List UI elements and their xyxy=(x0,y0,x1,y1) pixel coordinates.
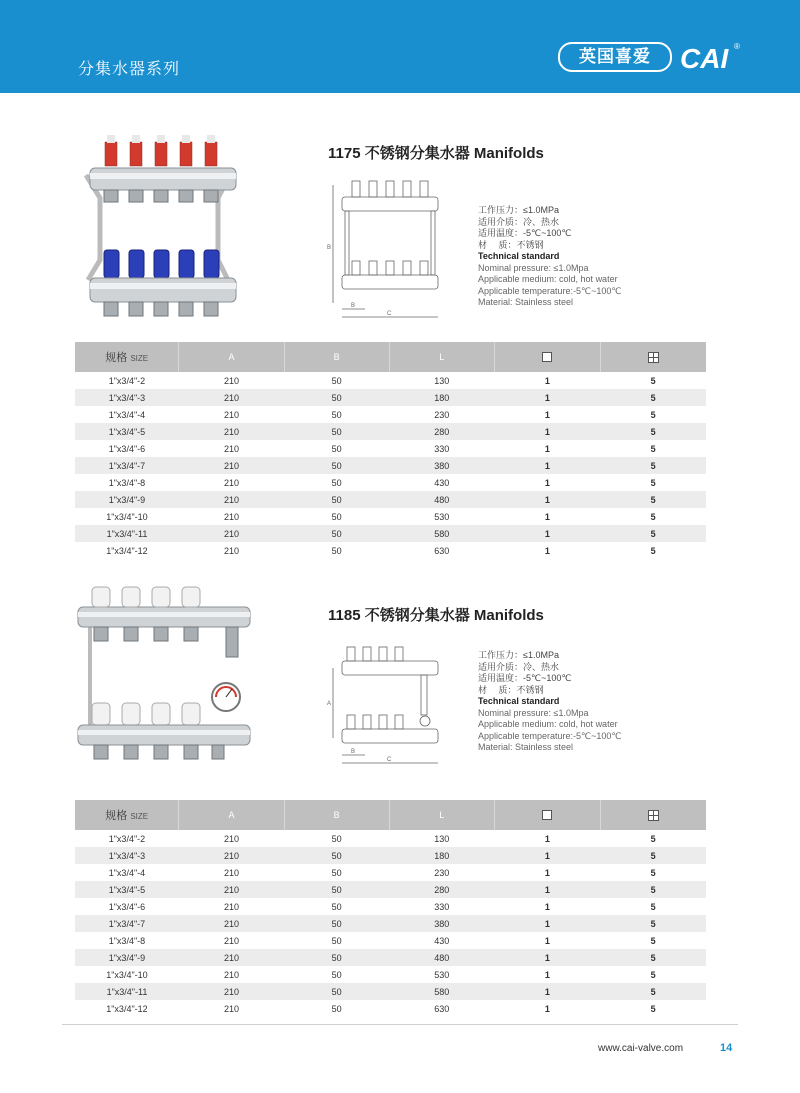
cell-size: 1"x3/4"-10 xyxy=(106,511,148,522)
cell-a: 210 xyxy=(223,409,239,420)
cell-b: 50 xyxy=(284,949,389,966)
product-1175-title: 1175 不锈钢分集水器 Manifolds xyxy=(328,145,544,162)
spec-pressure-cn: 工作压力：≤1.0MPa xyxy=(478,205,559,215)
table-row xyxy=(75,491,706,508)
box-icon xyxy=(542,352,552,362)
carton-grid-icon xyxy=(648,352,659,363)
cell-carton: 5 xyxy=(600,847,706,864)
cell-carton: 5 xyxy=(650,511,656,522)
cell-box: 1 xyxy=(544,375,550,386)
cell-box: 1 xyxy=(494,983,600,1000)
cell-a: 210 xyxy=(179,389,284,406)
table-header-row xyxy=(75,800,706,830)
cell-l: 530 xyxy=(434,969,450,980)
spec-temp-en: Applicable temperature:-5℃~100℃ xyxy=(478,285,622,296)
table-row xyxy=(75,949,706,966)
cell-box: 1 xyxy=(494,915,600,932)
box-icon xyxy=(542,810,552,820)
page-header xyxy=(0,0,800,93)
cell-carton: 5 xyxy=(600,389,706,406)
cell-carton: 5 xyxy=(650,969,656,980)
cell-carton: 5 xyxy=(650,375,656,386)
cell-b: 50 xyxy=(331,935,342,946)
cell-a: 210 xyxy=(223,867,239,878)
manifold-1185-diagram xyxy=(325,643,450,771)
cell-b: 50 xyxy=(331,901,342,912)
cell-carton: 5 xyxy=(600,491,706,508)
cell-b: 50 xyxy=(331,409,342,420)
cell-a: 210 xyxy=(223,375,239,386)
table-row xyxy=(75,440,706,457)
cell-l: 130 xyxy=(434,833,450,844)
cell-l: 430 xyxy=(434,935,450,946)
cell-box: 1 xyxy=(494,949,600,966)
cell-size: 1"x3/4"-10 xyxy=(106,969,148,980)
cell-l: 180 xyxy=(389,847,494,864)
diagram-label-c: C xyxy=(387,311,392,317)
cell-l: 380 xyxy=(389,457,494,474)
cell-carton: 5 xyxy=(650,477,656,488)
cell-a: 210 xyxy=(179,915,284,932)
cell-b: 50 xyxy=(284,389,389,406)
cell-carton: 5 xyxy=(600,881,706,898)
cell-l: 130 xyxy=(434,375,450,386)
cell-b: 50 xyxy=(331,511,342,522)
table-row xyxy=(75,864,706,881)
cell-carton: 5 xyxy=(600,915,706,932)
col-l-header: L xyxy=(389,800,494,830)
cell-l: 630 xyxy=(434,1003,450,1014)
cai-logo-icon xyxy=(678,40,742,74)
registered-mark: ® xyxy=(734,42,740,51)
cell-carton: 5 xyxy=(600,949,706,966)
cell-box: 1 xyxy=(544,443,550,454)
table-row xyxy=(75,915,706,932)
cell-size: 1"x3/4"-6 xyxy=(108,443,146,454)
diagram2-label-a: A xyxy=(327,701,332,707)
cell-size: 1"x3/4"-8 xyxy=(108,935,146,946)
cell-size: 1"x3/4"-3 xyxy=(75,847,179,864)
cell-b: 50 xyxy=(284,983,389,1000)
carton-grid-icon xyxy=(648,810,659,821)
cell-b: 50 xyxy=(331,1003,342,1014)
cell-a: 210 xyxy=(179,423,284,440)
cell-box: 1 xyxy=(544,511,550,522)
col-b-header: B xyxy=(284,342,389,372)
spec-material-en: Material: Stainless steel xyxy=(478,297,574,307)
cell-box: 1 xyxy=(544,1003,550,1014)
cell-b: 50 xyxy=(331,443,342,454)
col-carton-header xyxy=(600,342,706,372)
brand-badge: 英国喜爱 xyxy=(558,42,672,72)
cell-l: 330 xyxy=(434,901,450,912)
cell-box: 1 xyxy=(544,477,550,488)
spec-temp-cn: 适用温度：-5℃~100℃ xyxy=(478,673,572,683)
size-header-en: SIZE xyxy=(130,812,149,821)
col-carton-header xyxy=(600,800,706,830)
diagram2-label-c: C xyxy=(387,757,392,763)
spec-temp-en: Applicable temperature:-5℃~100℃ xyxy=(478,730,622,741)
cell-l: 480 xyxy=(389,949,494,966)
table-row xyxy=(75,406,706,423)
cell-carton: 5 xyxy=(650,901,656,912)
cell-l: 230 xyxy=(434,409,450,420)
table-row xyxy=(75,847,706,864)
cell-box: 1 xyxy=(544,409,550,420)
size-header-cn: 规格 xyxy=(105,810,128,822)
col-size-header xyxy=(75,342,179,372)
cell-size: 1"x3/4"-5 xyxy=(75,423,179,440)
table-row xyxy=(75,983,706,1000)
cell-b: 50 xyxy=(331,969,342,980)
product-1175-table xyxy=(75,342,706,559)
cell-box: 1 xyxy=(544,901,550,912)
cell-size: 1"x3/4"-4 xyxy=(108,867,146,878)
cell-box: 1 xyxy=(544,545,550,556)
cell-carton: 5 xyxy=(650,833,656,844)
section-title: 分集水器系列 xyxy=(78,61,181,78)
footer-url[interactable]: www.cai-valve.com xyxy=(598,1043,684,1054)
table-row xyxy=(75,966,706,983)
cell-size: 1"x3/4"-9 xyxy=(75,491,179,508)
cell-carton: 5 xyxy=(650,545,656,556)
cell-b: 50 xyxy=(331,833,342,844)
diagram-label-b2: B xyxy=(351,303,356,309)
cell-l: 380 xyxy=(389,915,494,932)
product-1175-specs xyxy=(478,205,622,309)
spec-pressure-en: Nominal pressure: ≤1.0Mpa xyxy=(478,262,589,273)
cell-box: 1 xyxy=(544,867,550,878)
manifold-1175-diagram xyxy=(325,175,450,323)
cell-box: 1 xyxy=(544,969,550,980)
cell-carton: 5 xyxy=(600,457,706,474)
cell-box: 1 xyxy=(494,389,600,406)
cell-size: 1"x3/4"-2 xyxy=(108,375,146,386)
col-a-header: A xyxy=(179,800,284,830)
cell-a: 210 xyxy=(223,511,239,522)
spec-material-en: Material: Stainless steel xyxy=(478,742,574,752)
cell-a: 210 xyxy=(179,525,284,542)
cell-size: 1"x3/4"-5 xyxy=(75,881,179,898)
cell-l: 280 xyxy=(389,881,494,898)
cell-b: 50 xyxy=(331,477,342,488)
table-row xyxy=(75,881,706,898)
cell-b: 50 xyxy=(284,525,389,542)
cell-box: 1 xyxy=(494,423,600,440)
cell-a: 210 xyxy=(179,457,284,474)
manifold-1185-image xyxy=(76,585,256,765)
cell-size: 1"x3/4"-12 xyxy=(106,1003,148,1014)
cell-b: 50 xyxy=(284,457,389,474)
cell-l: 580 xyxy=(389,525,494,542)
spec-medium-cn: 适用介质：冷、热水 xyxy=(478,216,560,227)
spec-material-cn: 材 质：不锈钢 xyxy=(478,684,544,695)
diagram-label-b: B xyxy=(327,245,332,251)
cell-carton: 5 xyxy=(650,409,656,420)
cell-l: 630 xyxy=(434,545,450,556)
cell-carton: 5 xyxy=(650,443,656,454)
cell-a: 210 xyxy=(179,983,284,1000)
cell-a: 210 xyxy=(179,491,284,508)
cell-a: 210 xyxy=(223,935,239,946)
cell-l: 180 xyxy=(389,389,494,406)
cell-box: 1 xyxy=(494,525,600,542)
cell-a: 210 xyxy=(223,477,239,488)
cell-size: 1"x3/4"-7 xyxy=(75,915,179,932)
cell-a: 210 xyxy=(223,901,239,912)
col-l-header: L xyxy=(389,342,494,372)
cell-b: 50 xyxy=(284,491,389,508)
diagram2-label-b: B xyxy=(351,749,356,755)
cell-size: 1"x3/4"-12 xyxy=(106,545,148,556)
cell-size: 1"x3/4"-2 xyxy=(108,833,146,844)
cell-a: 210 xyxy=(179,949,284,966)
cell-b: 50 xyxy=(331,375,342,386)
cell-l: 580 xyxy=(389,983,494,1000)
spec-medium-en: Applicable medium: cold, hot water xyxy=(478,274,618,284)
spec-pressure-cn: 工作压力：≤1.0MPa xyxy=(478,650,559,660)
cell-b: 50 xyxy=(284,915,389,932)
size-header-en: SIZE xyxy=(130,354,149,363)
cell-a: 210 xyxy=(179,847,284,864)
cell-carton: 5 xyxy=(600,525,706,542)
table-header-row xyxy=(75,342,706,372)
cell-carton: 5 xyxy=(600,983,706,1000)
table-row xyxy=(75,898,706,915)
table-row xyxy=(75,389,706,406)
table-row xyxy=(75,525,706,542)
manifold-1175-image xyxy=(78,130,248,330)
cell-a: 210 xyxy=(223,969,239,980)
spec-material-cn: 材 质：不锈钢 xyxy=(478,239,544,250)
table-row xyxy=(75,508,706,525)
cell-size: 1"x3/4"-3 xyxy=(75,389,179,406)
brand-logo-text: CAI xyxy=(680,43,729,74)
cell-box: 1 xyxy=(494,881,600,898)
cell-a: 210 xyxy=(223,443,239,454)
table-row xyxy=(75,457,706,474)
table-row xyxy=(75,1000,706,1017)
cell-size: 1"x3/4"-11 xyxy=(75,983,179,1000)
cell-box: 1 xyxy=(494,491,600,508)
size-header-cn: 规格 xyxy=(105,352,128,364)
cell-box: 1 xyxy=(494,457,600,474)
col-b-header: B xyxy=(284,800,389,830)
spec-standard-heading: Technical standard xyxy=(478,696,560,706)
table-row xyxy=(75,542,706,559)
product-1185-specs xyxy=(478,650,622,754)
table-row xyxy=(75,474,706,491)
cell-l: 480 xyxy=(389,491,494,508)
cell-box: 1 xyxy=(544,833,550,844)
cell-b: 50 xyxy=(284,423,389,440)
cell-b: 50 xyxy=(284,881,389,898)
cell-a: 210 xyxy=(223,1003,239,1014)
product-1185-title: 1185 不锈钢分集水器 Manifolds xyxy=(328,607,544,624)
col-size-header xyxy=(75,800,179,830)
spec-pressure-en: Nominal pressure: ≤1.0Mpa xyxy=(478,707,589,718)
cell-size: 1"x3/4"-11 xyxy=(75,525,179,542)
cell-box: 1 xyxy=(494,847,600,864)
cell-a: 210 xyxy=(179,881,284,898)
cell-carton: 5 xyxy=(650,935,656,946)
cell-a: 210 xyxy=(223,833,239,844)
spec-medium-cn: 适用介质：冷、热水 xyxy=(478,661,560,672)
cell-size: 1"x3/4"-8 xyxy=(108,477,146,488)
cell-carton: 5 xyxy=(650,867,656,878)
cell-carton: 5 xyxy=(650,1003,656,1014)
table-row xyxy=(75,830,706,847)
spec-medium-en: Applicable medium: cold, hot water xyxy=(478,719,618,729)
cell-carton: 5 xyxy=(600,423,706,440)
cell-b: 50 xyxy=(284,847,389,864)
cell-l: 230 xyxy=(434,867,450,878)
cell-b: 50 xyxy=(331,545,342,556)
table-row xyxy=(75,932,706,949)
spec-standard-heading: Technical standard xyxy=(478,251,560,261)
cell-size: 1"x3/4"-4 xyxy=(108,409,146,420)
cell-b: 50 xyxy=(331,867,342,878)
cell-size: 1"x3/4"-7 xyxy=(75,457,179,474)
spec-temp-cn: 适用温度：-5℃~100℃ xyxy=(478,228,572,238)
col-box-header xyxy=(494,800,600,830)
col-box-header xyxy=(494,342,600,372)
cell-size: 1"x3/4"-9 xyxy=(75,949,179,966)
footer-divider xyxy=(62,1024,738,1025)
cell-a: 210 xyxy=(223,545,239,556)
page-number: 14 xyxy=(720,1042,733,1054)
cell-l: 430 xyxy=(434,477,450,488)
table-row xyxy=(75,423,706,440)
cell-box: 1 xyxy=(544,935,550,946)
cell-l: 330 xyxy=(434,443,450,454)
cell-l: 280 xyxy=(389,423,494,440)
col-a-header: A xyxy=(179,342,284,372)
cell-size: 1"x3/4"-6 xyxy=(108,901,146,912)
product-1185-table xyxy=(75,800,706,1017)
table-row xyxy=(75,372,706,389)
cell-l: 530 xyxy=(434,511,450,522)
